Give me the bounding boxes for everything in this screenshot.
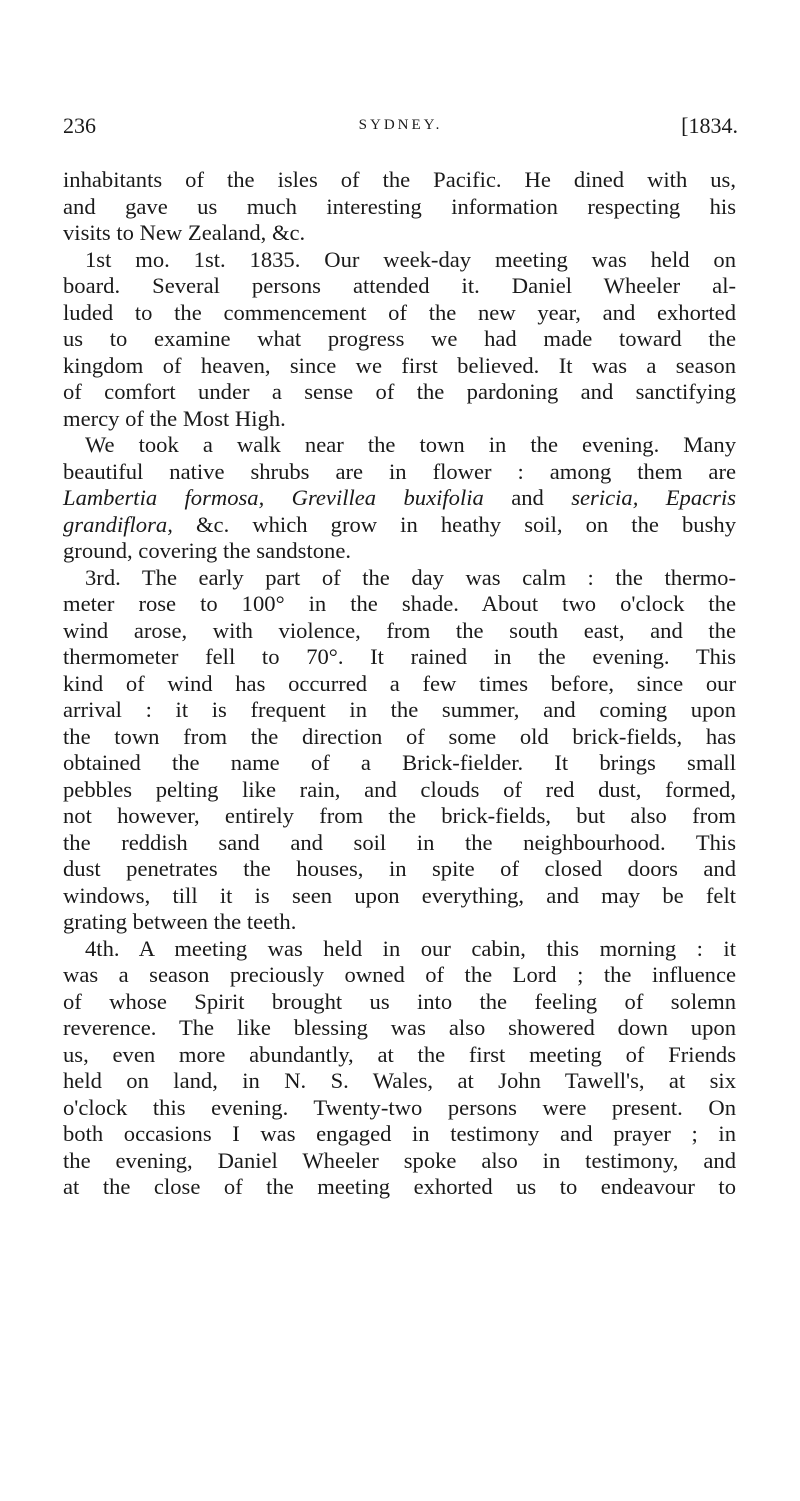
text-line: ground, covering the sandstone. [63, 538, 352, 563]
text-line: thermometer fell to 70°. It rained in the evening. This [63, 644, 736, 669]
text-line: both occasions I was engaged in testimony and prayer ; in [63, 1121, 736, 1146]
text-line: We took a walk near the town in the evening. Many [85, 432, 736, 457]
text-line: reverence. The like blessing was also showered down upon [63, 1015, 736, 1040]
header-year: [1834. [681, 113, 738, 138]
text-line-mixed [63, 485, 736, 512]
italic-species: grandiflora, [63, 511, 173, 537]
italic-species: sericia, Epacris [571, 485, 737, 510]
text-line: beautiful native shrubs are in flower : among them are [63, 458, 736, 484]
text-line-mixed [63, 512, 736, 539]
text-line: us, even more abundantly, at the first meeting of Friends [63, 1041, 736, 1067]
text-fragment: and [483, 485, 572, 510]
text-line: grating between the teeth. [63, 909, 297, 934]
text-line: the reddish sand and soil in the neighbourhood. This [63, 829, 736, 855]
text-line: mercy of the Most High. [63, 405, 286, 431]
text-line: luded to the commencement of the new year, and exhorted [63, 299, 736, 325]
text-line: at the close of the meeting exhorted us to endeavour to [63, 1174, 736, 1199]
text-line: the evening, Daniel Wheeler spoke also in testimony, and [63, 1147, 736, 1173]
text-line: was a season preciously owned of the Lord ; the influence [63, 962, 736, 987]
body-text [63, 167, 736, 1201]
page-header [63, 113, 738, 147]
text-fragment: &c. which grow in heathy soil, on the bushy [172, 511, 736, 537]
text-line: obtained the name of a Brick-fielder. It brings small [63, 750, 736, 775]
text-line: of whose Spirit brought us into the feeling of solemn [63, 988, 736, 1014]
text-line: visits to New Zealand, &c. [63, 220, 306, 245]
text-line: of comfort under a sense of the pardoning and sanctifying [63, 379, 736, 404]
text-line: 4th. A meeting was held in our cabin, this morning : it [85, 935, 736, 961]
text-line: board. Several persons attended it. Daniel Wheeler al- [63, 273, 736, 298]
text-line: dust penetrates the houses, in spite of closed doors and [63, 856, 736, 881]
text-line: wind arose, with violence, from the south east, and the [63, 617, 736, 643]
text-line: us to examine what progress we had made toward the [63, 326, 736, 351]
italic-species: Lambertia formosa, Grevillea buxifolia [63, 485, 484, 510]
text-line: inhabitants of the isles of the Pacific. He dined with us, [63, 167, 736, 192]
page-number: 236 [63, 113, 96, 138]
running-head: SYDNEY. [358, 117, 443, 133]
text-line: o'clock this evening. Twenty-two persons were present. On [63, 1094, 736, 1120]
text-line: kind of wind has occurred a few times before, since our [63, 670, 736, 696]
text-line: and gave us much interesting information respecting his [63, 193, 736, 219]
text-line: not however, entirely from the brick-fields, but also from [63, 803, 736, 828]
text-line: held on land, in N. S. Wales, at John Tawell's, at six [63, 1068, 736, 1093]
text-line: 3rd. The early part of the day was calm : the thermo- [85, 564, 736, 590]
text-line: meter rose to 100° in the shade. About two o'clock the [63, 591, 736, 616]
text-line: pebbles pelting like rain, and clouds of red dust, formed, [63, 776, 736, 802]
text-line: windows, till it is seen upon everything, and may be felt [63, 882, 736, 908]
text-line: kingdom of heaven, since we first believed. It was a season [63, 352, 736, 378]
text-line: 1st mo. 1st. 1835. Our week-day meeting was held on [85, 246, 736, 272]
text-line: arrival : it is frequent in the summer, and coming upon [63, 697, 736, 722]
text-line: the town from the direction of some old brick-fields, has [63, 723, 736, 749]
